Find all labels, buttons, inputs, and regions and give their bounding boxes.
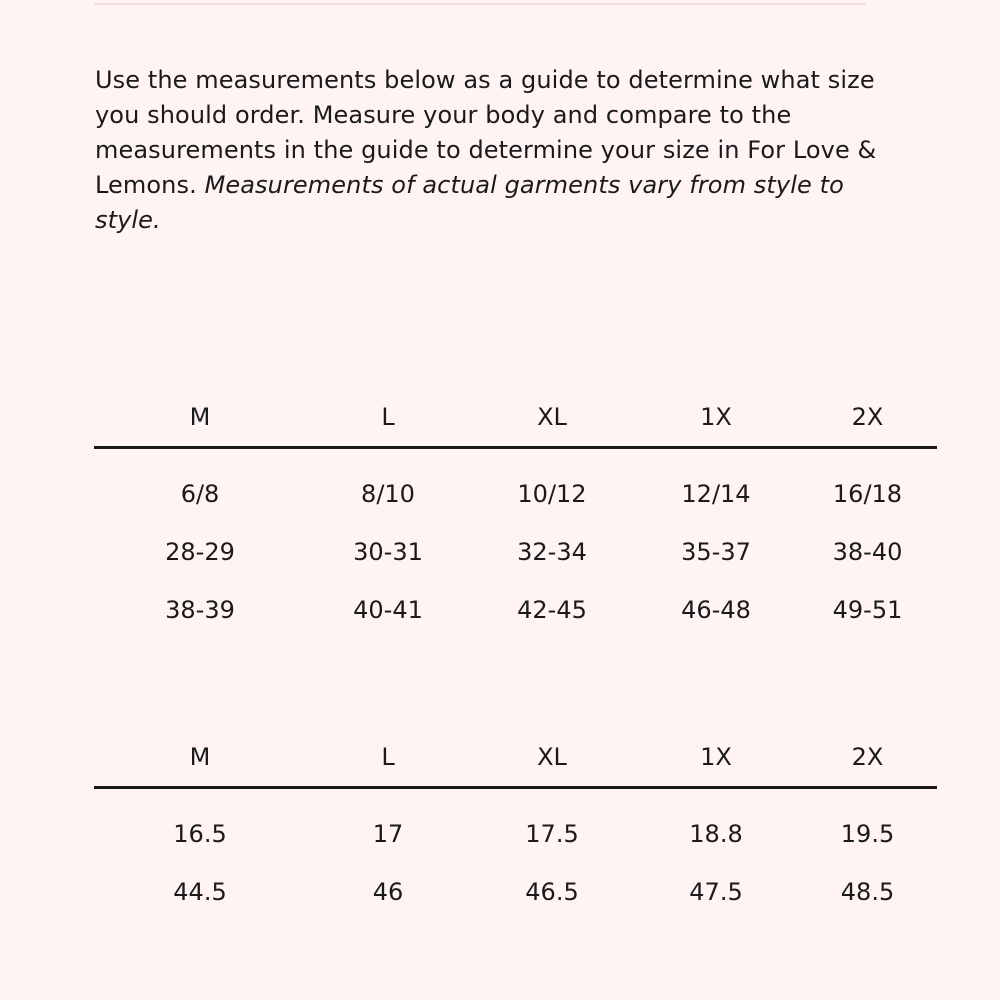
- table-cell: 6/8: [180, 480, 220, 508]
- table-row: [94, 863, 937, 921]
- size-header: 1X: [634, 743, 798, 788]
- table-cell: 44.5: [173, 878, 227, 906]
- table-cell: 17: [372, 820, 404, 848]
- table-cell: 38-39: [165, 596, 235, 624]
- table-cell: 38-40: [832, 538, 903, 566]
- table-row: [94, 581, 937, 639]
- table-header-row: [94, 403, 937, 448]
- size-table-1: [94, 403, 937, 639]
- size-header: M: [94, 743, 306, 788]
- table-cell: 49-51: [832, 596, 903, 624]
- table-cell: 19.5: [840, 820, 895, 848]
- table-cell: 16.5: [173, 820, 227, 848]
- intro-text: Use the measurements below as a guide to determine what size you should order. Measure your body and compare to the measurements in the guide to determine your size in For Love & Lemons.: [95, 66, 877, 199]
- size-header: XL: [470, 743, 634, 788]
- size-header: M: [94, 403, 306, 448]
- intro-italic-note: Measurements of actual garments vary from style to style.: [95, 171, 844, 234]
- size-header: 2X: [798, 743, 937, 788]
- size-header: 1X: [634, 403, 798, 448]
- top-divider: [94, 3, 866, 5]
- table-cell: 18.8: [689, 820, 743, 848]
- table-cell: 47.5: [689, 878, 743, 906]
- size-header: L: [306, 743, 470, 788]
- size-header: L: [306, 403, 470, 448]
- table-cell: 46-48: [681, 596, 751, 624]
- size-table-2: [94, 743, 937, 921]
- table-cell: 32-34: [517, 538, 587, 566]
- table-cell: 35-37: [681, 538, 751, 566]
- table-cell: 10/12: [517, 480, 587, 508]
- size-guide-intro: [95, 63, 895, 238]
- size-header: 2X: [798, 403, 937, 448]
- table-cell: 12/14: [681, 480, 751, 508]
- size-header: XL: [470, 403, 634, 448]
- table-cell: 40-41: [353, 596, 423, 624]
- table-row: [94, 788, 937, 864]
- table-cell: 17.5: [525, 820, 579, 848]
- table-cell: 46.5: [525, 878, 579, 906]
- table-cell: 48.5: [840, 878, 895, 906]
- table-cell: 28-29: [165, 538, 235, 566]
- table-cell: 46: [372, 878, 404, 906]
- table-cell: 8/10: [361, 480, 415, 508]
- table-row: [94, 448, 937, 524]
- table-row: [94, 523, 937, 581]
- table-header-row: [94, 743, 937, 788]
- table-cell: 16/18: [832, 480, 903, 508]
- table-cell: 42-45: [517, 596, 587, 624]
- table-cell: 30-31: [353, 538, 423, 566]
